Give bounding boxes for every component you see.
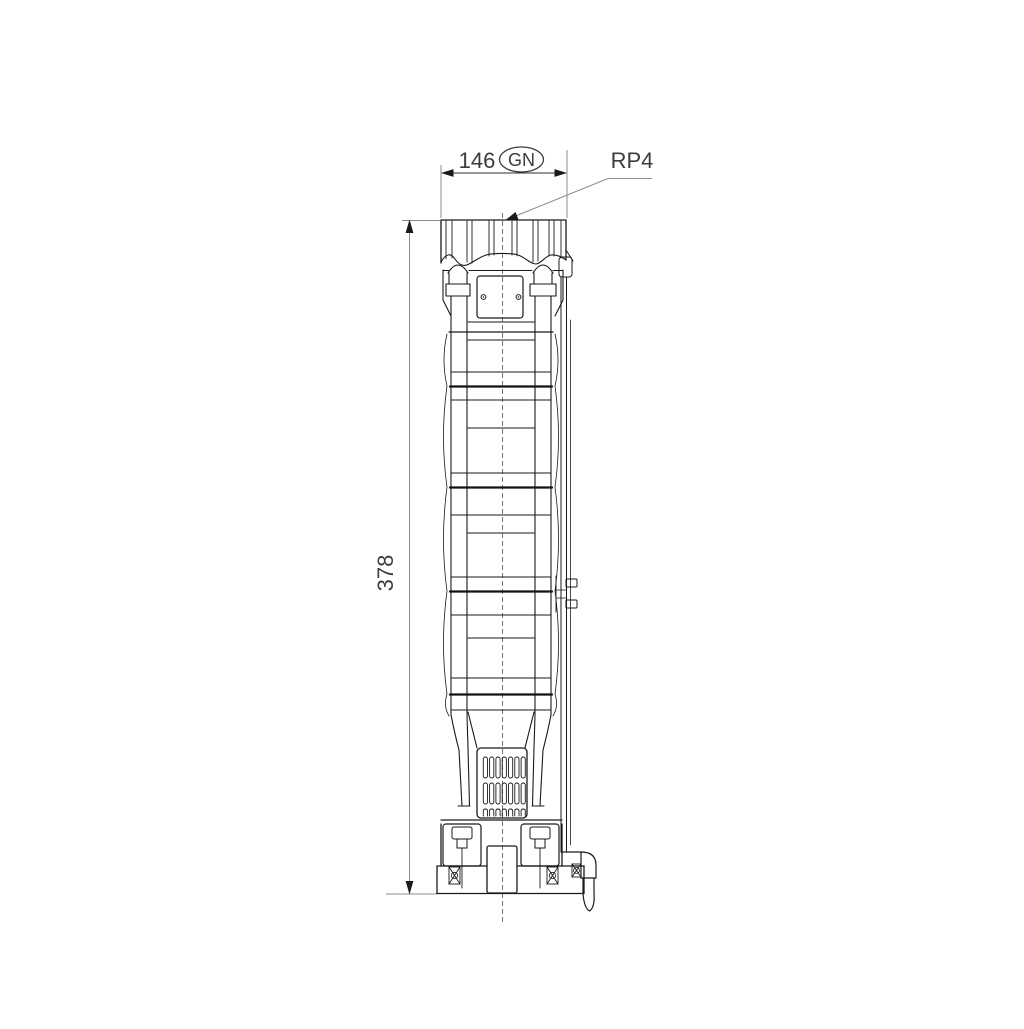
connection-label: RP4 bbox=[610, 148, 654, 173]
annotation-texts bbox=[373, 147, 653, 591]
cable-bottom-guard bbox=[561, 852, 596, 911]
pump-outline bbox=[437, 220, 596, 911]
base-screw-left bbox=[449, 867, 460, 884]
wavy-edge bbox=[441, 253, 566, 265]
cable-guard-strips bbox=[444, 296, 559, 716]
width-dim-tag: GN bbox=[508, 150, 535, 170]
check-valve-top bbox=[441, 220, 566, 265]
base-screw-right bbox=[547, 867, 558, 884]
motor-center-block bbox=[487, 846, 517, 893]
stage-joints bbox=[450, 387, 552, 695]
discharge-head bbox=[443, 265, 563, 332]
dimension-arrowheads bbox=[406, 169, 567, 894]
rp4-leader-line bbox=[507, 179, 652, 220]
rp4-arrowhead bbox=[505, 212, 519, 221]
motor-section bbox=[437, 820, 584, 894]
height-arrow-down bbox=[406, 881, 414, 895]
cable-guard-bell-right bbox=[530, 265, 556, 296]
dimension-lines bbox=[386, 150, 652, 894]
width-dim-value: 146 bbox=[458, 148, 496, 173]
cable-plug-left bbox=[452, 827, 472, 839]
name-plate bbox=[477, 276, 523, 318]
cable-guard-bell-left bbox=[446, 265, 470, 296]
guard-left-bulge bbox=[444, 334, 450, 716]
strainer-slots bbox=[483, 757, 525, 816]
motor-cable bbox=[556, 250, 596, 911]
cable-plug-right bbox=[530, 827, 550, 839]
suction-strainer bbox=[477, 748, 527, 818]
height-dim-value: 378 bbox=[373, 554, 398, 592]
width-arrow-left bbox=[441, 169, 454, 177]
pump-body-stages bbox=[450, 340, 552, 710]
width-arrow-right bbox=[555, 169, 568, 177]
height-arrow-up bbox=[406, 220, 414, 234]
suction-transition bbox=[451, 712, 551, 806]
guard-right-bulge bbox=[553, 334, 559, 716]
